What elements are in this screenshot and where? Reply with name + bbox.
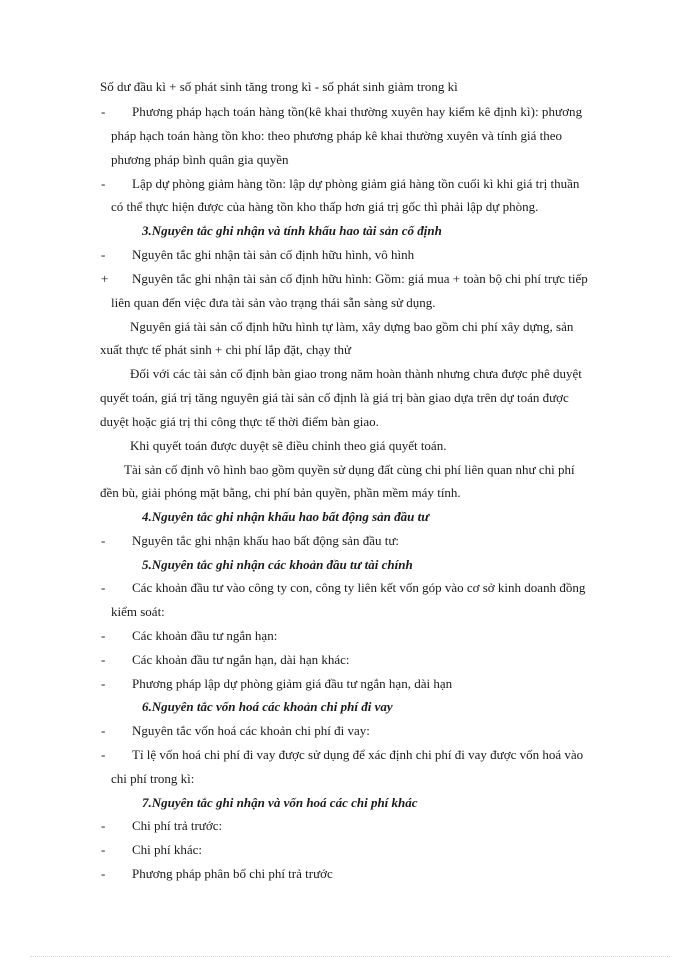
self-built-asset-line-1: Nguyên giá tài sản cố định hữu hình tự làm, xây dựng bao gồm chi phí xây dựng, sản (130, 319, 574, 334)
bullet-dash: - (101, 747, 106, 762)
inventory-method-line-1: Phương pháp hạch toán hàng tồn(kê khai thường xuyên hay kiểm kê định kì): phương (132, 104, 583, 119)
fixed-asset-rule: Nguyên tắc ghi nhận tài sản cố định hữu hình, vô hình (132, 247, 415, 262)
bullet-dash: - (101, 866, 106, 881)
self-built-asset-line-2: xuất thực tế phát sinh + chi phí lắp đặt, chạy thử (100, 342, 352, 357)
subsidiary-investment-line-2: kiểm soát: (111, 604, 165, 619)
section-heading-7: 7.Nguyên tắc ghi nhận và vốn hoá các chi phí khác (142, 795, 418, 810)
bullet-dash: - (101, 628, 106, 643)
handover-asset-line-1: Đối với các tài sản cố định bàn giao trong năm hoàn thành nhưng chưa được phê duyệt (130, 366, 582, 381)
bullet-dash: - (101, 176, 106, 191)
page-bottom-divider (30, 956, 670, 957)
other-investment: Các khoản đầu tư ngắn hạn, dài hạn khác: (132, 652, 350, 667)
capitalization-rate-line-2: chi phí trong kì: (111, 771, 195, 786)
section-heading-3: 3.Nguyên tắc ghi nhận và tính khấu hao tài sản cố định (142, 223, 442, 238)
intangible-asset-line-2: đền bù, giải phóng mặt bằng, chi phí bản quyền, phần mềm máy tính. (100, 485, 461, 500)
tangible-asset-line-2: liên quan đến việc đưa tài sản vào trạng thái sẵn sàng sử dụng. (111, 295, 436, 310)
borrowing-cost-rule: Nguyên tắc vốn hoá các khoản chi phí đi vay: (132, 723, 370, 738)
bullet-dash: - (101, 676, 106, 691)
settlement-adjustment: Khi quyết toán được duyệt sẽ điều chỉnh theo giá quyết toán. (130, 438, 447, 453)
intro-text: Số dư đầu kì + số phát sinh tăng trong kì - số phát sinh giảm trong kì (100, 79, 458, 94)
section-heading-6: 6.Nguyên tắc vốn hoá các khoản chi phí đi vay (142, 699, 393, 714)
prepaid-allocation-method: Phương pháp phân bổ chi phí trả trước (132, 866, 333, 881)
bullet-dash: - (101, 842, 106, 857)
bullet-dash: - (101, 533, 106, 548)
bullet-dash: - (101, 818, 106, 833)
section-heading-5: 5.Nguyên tắc ghi nhận các khoản đầu tư tài chính (142, 557, 413, 572)
inventory-method-line-3: phương pháp bình quân gia quyền (111, 152, 289, 167)
subsidiary-investment-line-1: Các khoản đầu tư vào công ty con, công ty liên kết vốn góp vào cơ sở kinh doanh đồng (132, 580, 586, 595)
bullet-dash: - (101, 723, 106, 738)
inventory-method-line-2: pháp hạch toán hàng tồn kho: theo phương pháp kê khai thường xuyên và tính giá theo (111, 128, 562, 143)
short-term-investment: Các khoản đầu tư ngắn hạn: (132, 628, 278, 643)
handover-asset-line-3: duyệt hoặc giá trị thi công thực tế thời điểm bàn giao. (100, 414, 379, 429)
bullet-dash: - (101, 652, 106, 667)
inventory-provision-line-2: có thể thực hiện được của hàng tồn kho thấp hơn giá trị gốc thì phải lập dự phòng. (111, 199, 539, 214)
bullet-dash: - (101, 247, 106, 262)
intangible-asset-line-1: Tài sản cố định vô hình bao gồm quyền sử dụng đất cùng chi phí liên quan như chi phí (124, 462, 575, 477)
investment-provision-method: Phương pháp lập dự phòng giảm giá đầu tư ngắn hạn, dài hạn (132, 676, 453, 691)
bullet-dash: - (101, 104, 106, 119)
other-expense: Chi phí khác: (132, 842, 203, 857)
prepaid-expense: Chi phí trả trước: (132, 818, 223, 833)
capitalization-rate-line-1: Tỉ lệ vốn hoá chi phí đi vay được sử dụng để xác định chi phí đi vay được vốn hoá vào (132, 747, 584, 762)
tangible-asset-line-1: Nguyên tắc ghi nhận tài sản cố định hữu hình: Gồm: giá mua + toàn bộ chi phí trực tiếp (132, 271, 588, 286)
bullet-dash: - (101, 580, 106, 595)
investment-property-rule: Nguyên tắc ghi nhận khấu hao bất động sản đầu tư: (132, 533, 399, 548)
bullet-plus: + (101, 271, 109, 286)
inventory-provision-line-1: Lập dự phòng giảm hàng tồn: lập dự phòng giảm giá hàng tồn cuối kì khi giá trị thuần (132, 176, 580, 191)
handover-asset-line-2: quyết toán, giá trị tăng nguyên giá tài sản cố định là giá trị bàn giao dựa trên dự toán được (100, 390, 569, 405)
section-heading-4: 4.Nguyên tắc ghi nhận khấu hao bất động sản đầu tư (142, 509, 430, 524)
